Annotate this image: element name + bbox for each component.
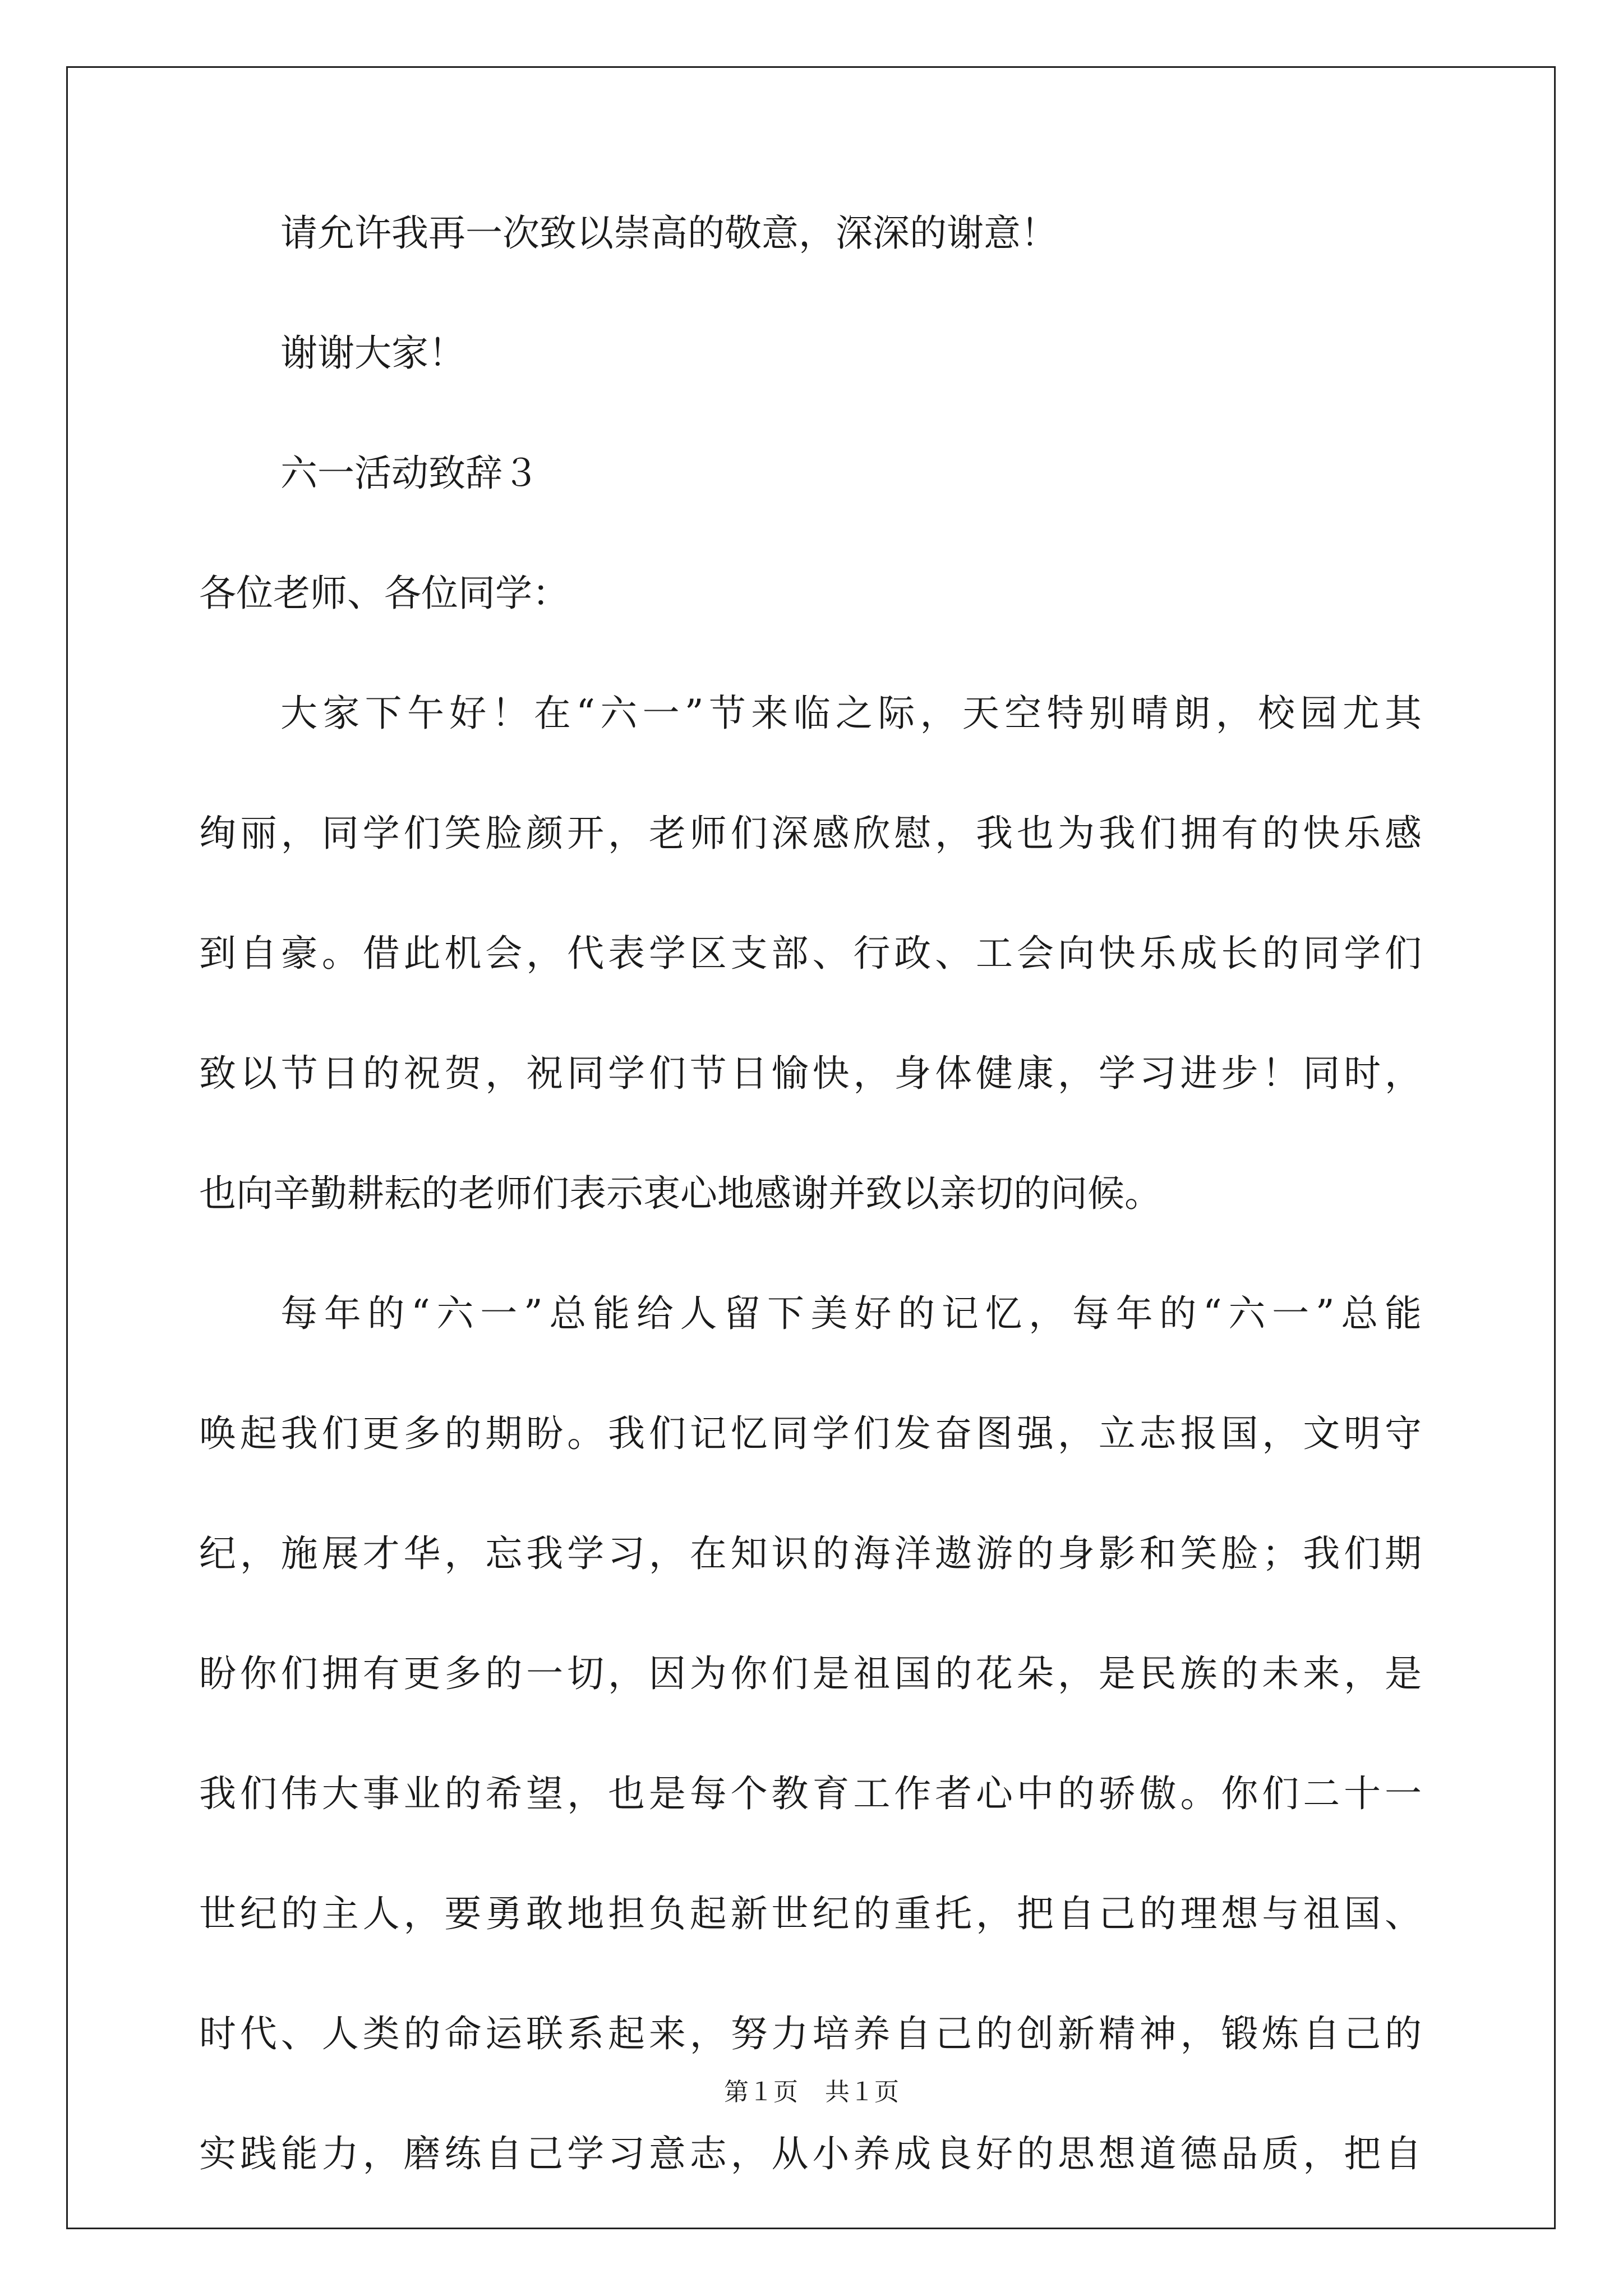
document-body <box>199 208 1422 2180</box>
text-line: 大家下午好！在“六一”节来临之际，天空特别晴朗，校园尤其 <box>280 692 1422 735</box>
salutation: 各位老师、各位同学： <box>199 572 569 615</box>
page-footer <box>0 2076 1623 2109</box>
text-line: 致以节日的祝贺，祝同学们节日愉快，身体健康，学习进步！同时， <box>199 1052 1422 1095</box>
text-line: 世纪的主人，要勇敢地担负起新世纪的重托，把自己的理想与祖国、 <box>199 1892 1422 1935</box>
text-line: 也向辛勤耕耘的老师们表示衷心地感谢并致以亲切的问候。 <box>199 1172 1161 1215</box>
text-line: 盼你们拥有更多的一切，因为你们是祖国的花朵，是民族的未来，是 <box>199 1652 1422 1695</box>
text-line: 谢谢大家！ <box>280 332 465 375</box>
text-line: 绚丽，同学们笑脸颜开，老师们深感欣慰，我也为我们拥有的快乐感 <box>199 812 1422 855</box>
text-line: 每年的“六一”总能给人留下美好的记忆，每年的“六一”总能 <box>280 1292 1422 1335</box>
text-line: 纪，施展才华，忘我学习，在知识的海洋遨游的身影和笑脸；我们期 <box>199 1532 1422 1575</box>
text-line: 时代、人类的命运联系起来，努力培养自己的创新精神，锻炼自己的 <box>199 2012 1422 2055</box>
text-line: 实践能力，磨练自己学习意志，从小养成良好的思想道德品质，把自 <box>199 2132 1422 2175</box>
section-heading: 六一活动致辞３ <box>280 452 540 495</box>
text-line: 请允许我再一次致以崇高的敬意，深深的谢意！ <box>280 211 1058 255</box>
text-line: 唤起我们更多的期盼。我们记忆同学们发奋图强，立志报国，文明守 <box>199 1412 1422 1455</box>
text-line: 我们伟大事业的希望，也是每个教育工作者心中的骄傲。你们二十一 <box>199 1772 1422 1815</box>
text-line: 到自豪。借此机会，代表学区支部、行政、工会向快乐成长的同学们 <box>199 932 1422 975</box>
page-number: 第１页 <box>724 2078 798 2106</box>
page-total: 共１页 <box>825 2078 899 2106</box>
